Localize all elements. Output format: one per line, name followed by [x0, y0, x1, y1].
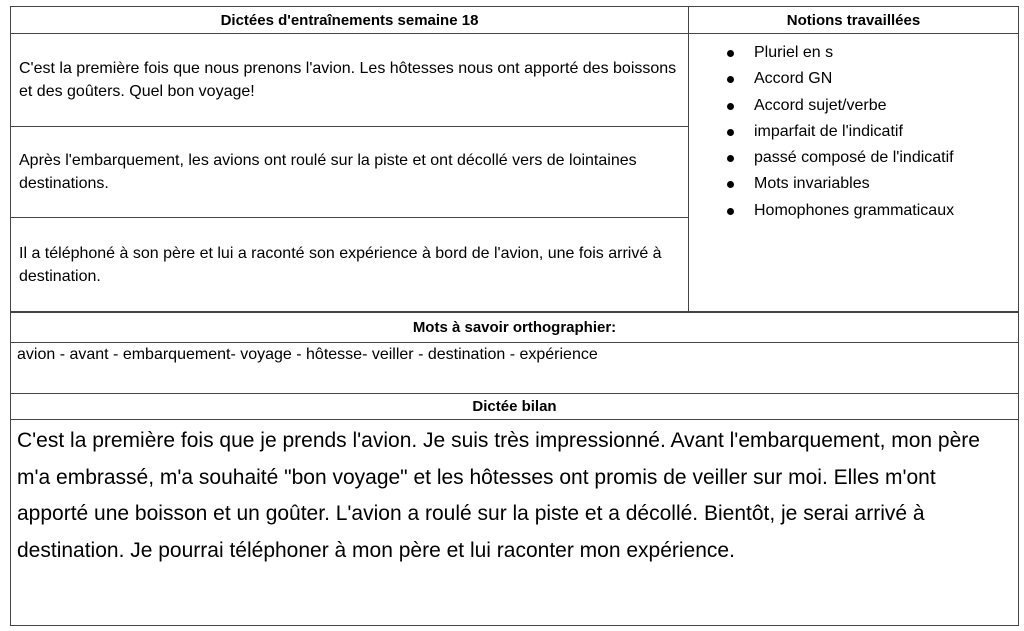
- list-item: Accord sujet/verbe: [689, 93, 1018, 119]
- bullet-icon: [727, 208, 734, 215]
- list-item: Accord GN: [689, 66, 1018, 92]
- dictee-1-text: C'est la première fois que nous prenons l'avion. Les hôtesses nous ont apporté des boissons et des goûters. Quel bon voyage!: [19, 60, 677, 100]
- dictee-3-text: Il a téléphoné à son père et lui a raconté son expérience à bord de l'avion, une fois arrivé à destination.: [19, 244, 662, 285]
- notions-header: [688, 6, 1019, 34]
- bilan-header: [10, 393, 1019, 420]
- dictee-1: [10, 33, 689, 127]
- dictees-header: [10, 6, 689, 34]
- list-item: Pluriel en s: [689, 40, 1018, 66]
- notions-list: [689, 40, 1018, 224]
- mots-list: avion - avant - embarquement- voyage - hôtesse- veiller - destination - expérience: [17, 346, 598, 363]
- bullet-icon: [727, 155, 734, 162]
- bullet-icon: [727, 50, 734, 57]
- bullet-icon: [727, 76, 734, 83]
- bilan-cell: [10, 419, 1019, 626]
- dictee-3: [10, 217, 689, 312]
- list-item: Mots invariables: [689, 171, 1018, 197]
- list-item: Homophones grammaticaux: [689, 198, 1018, 224]
- bilan-text: C'est la première fois que je prends l'avion. Je suis très impressionné. Avant l'embarquement, mon père m'a embrassé, m'a souhaité "bon voyage" et les hôtesses ont promis de veiller sur moi. Elles m'ont apporté une boisson et un goûter. L'avion a roulé sur la piste et a décollé. Bientôt, je serai arrivé à destination. Je pourrai téléphoner à mon père et lui raconter mon expérience.: [17, 429, 980, 562]
- dictee-2: [10, 126, 689, 218]
- mots-header: [10, 311, 1019, 343]
- list-item: passé composé de l'indicatif: [689, 145, 1018, 171]
- mots-cell: [10, 342, 1019, 394]
- list-item: imparfait de l'indicatif: [689, 119, 1018, 145]
- notions-header-title: Notions travaillées: [786, 11, 921, 29]
- mots-header-title: Mots à savoir orthographier:: [412, 319, 617, 336]
- dictee-2-text: Après l'embarquement, les avions ont roulé sur la piste et ont décollé vers de lointaines destinations.: [19, 152, 637, 192]
- bullet-icon: [727, 181, 734, 188]
- bullet-icon: [727, 129, 734, 136]
- dictation-worksheet: [10, 6, 1019, 626]
- notions-cell: [688, 33, 1019, 312]
- bullet-icon: [727, 103, 734, 110]
- bilan-header-title: Dictée bilan: [472, 398, 557, 415]
- dictees-header-title: Dictées d'entraînements semaine 18: [220, 11, 479, 29]
